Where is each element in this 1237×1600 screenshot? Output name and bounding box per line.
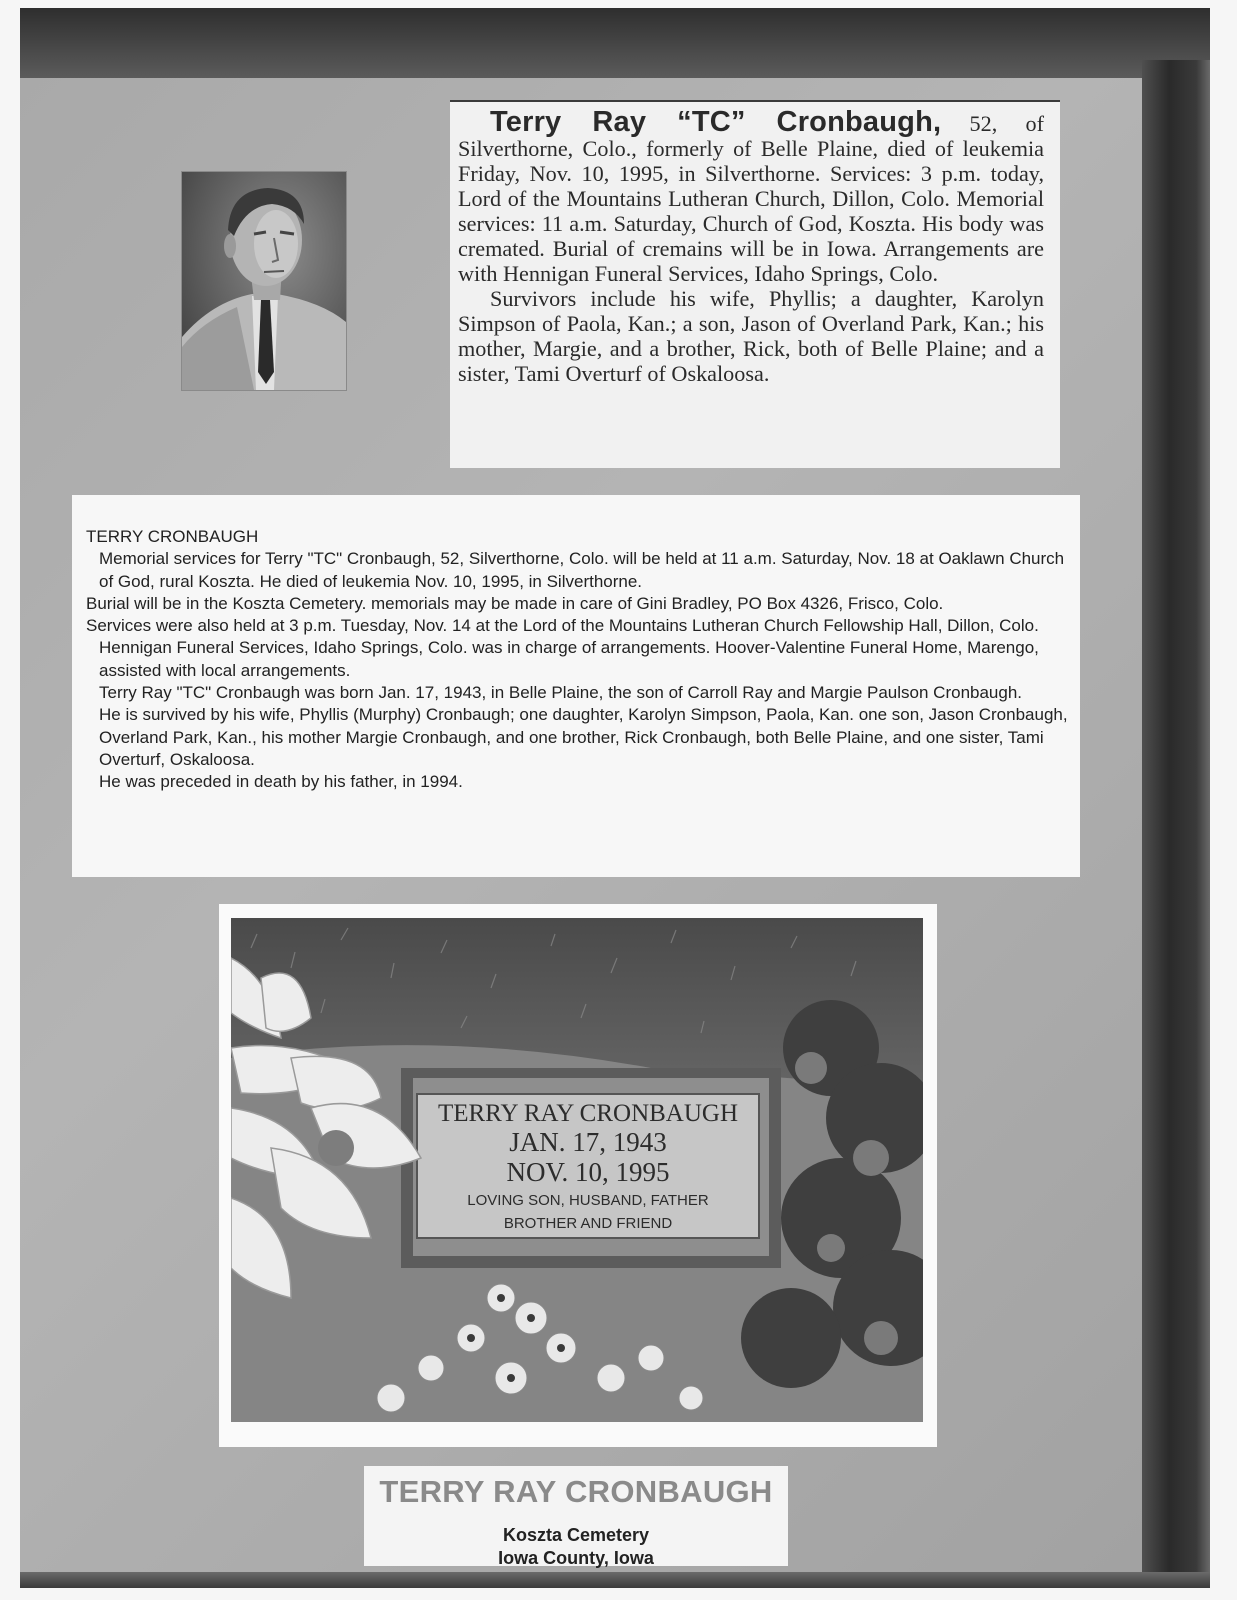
grave-marker-photo bbox=[219, 904, 937, 1447]
newspaper-clipping bbox=[450, 100, 1060, 468]
clipping-text-2: Survivors include his wife, Phyllis; a daughter, Karolyn Simpson of Paola, Kan.; a son, Jason of Overland Park, Kan.; his mother, Margie, and a brother, Rick, both of Belle Plaine; and a sister, Tami Overturf of Oskaloosa. bbox=[458, 286, 1044, 386]
clipping-text-1: 52, of Silverthorne, Colo., formerly of Belle Plaine, died of leukemia Friday, Nov. 10, 1995, in Silverthorne. Services: 3 p.m. today, Lord of the Mountains Lutheran Church, Dillon, Colo. Memorial services: 11 a.m. Saturday, Church of God, Koszta. His body was cremated. Burial of cremains will be in Iowa. Arrangements are with Hennigan Funeral Services, Idaho Springs, Colo. bbox=[458, 111, 1045, 286]
typed-paragraph: Terry Ray "TC" Cronbaugh was born Jan. 17, 1943, in Belle Plaine, the son of Carroll Ray and Margie Paulson Cronbaugh. bbox=[99, 683, 1023, 703]
frame-right-edge bbox=[1142, 60, 1210, 1588]
marker-name: TERRY RAY CRONBAUGH bbox=[437, 1100, 739, 1127]
typed-paragraph: He is survived by his wife, Phyllis (Murphy) Cronbaugh; one daughter, Karolyn Simpson, Paola, Kan. one son, Jason Cronbaugh, Overland Park, Kan., his mother Margie Cronbaugh, and one brother, Rick Cronbaugh, both Belle Plaine, and one sister, Tami Overturf, Oskaloosa. bbox=[99, 705, 1068, 769]
marker-death-date: NOV. 10, 1995 bbox=[506, 1157, 670, 1187]
caption-cemetery: Koszta Cemetery bbox=[502, 1525, 650, 1545]
typed-obituary bbox=[72, 495, 1080, 877]
marker-epitaph-1: LOVING SON, HUSBAND, FATHER bbox=[467, 1192, 709, 1209]
caption-title: TERRY RAY CRONBAUGH bbox=[379, 1474, 773, 1509]
marker-epitaph-2: BROTHER AND FRIEND bbox=[503, 1215, 673, 1232]
typed-paragraph: Hennigan Funeral Services, Idaho Springs, Colo. was in charge of arrangements. Hoover-Valentine Funeral Home, Marengo, assisted with local arrangements. bbox=[99, 638, 1039, 680]
typed-paragraph: He was preceded in death by his father, in 1994. bbox=[99, 772, 463, 792]
caption-location bbox=[364, 1524, 788, 1570]
typed-paragraph: Services were also held at 3 p.m. Tuesday, Nov. 14 at the Lord of the Mountains Lutheran Church Fellowship Hall, Dillon, Colo. bbox=[86, 616, 1039, 636]
clipping-name: Terry Ray “TC” Cronbaugh, bbox=[490, 106, 942, 138]
frame-top-edge bbox=[20, 8, 1210, 80]
typed-paragraph: Burial will be in the Koszta Cemetery. memorials may be made in care of Gini Bradley, PO Box 4326, Frisco, Colo. bbox=[86, 593, 944, 613]
typed-heading: TERRY CRONBAUGH bbox=[86, 527, 259, 546]
caption-label bbox=[364, 1466, 788, 1566]
caption-county: Iowa County, Iowa bbox=[498, 1548, 654, 1568]
typed-paragraph: Memorial services for Terry "TC" Cronbaugh, 52, Silverthorne, Colo. will be held at 11 a.m. Saturday, Nov. 18 at Oaklawn Church of God, rural Koszta. He died of leukemia Nov. 10, 1995, in Silverthorne. bbox=[99, 549, 1065, 591]
clipping-paragraph-2 bbox=[458, 286, 1044, 386]
clipping-paragraph-1 bbox=[458, 106, 1045, 286]
portrait-photo bbox=[182, 172, 346, 390]
frame-bottom-edge bbox=[20, 1572, 1210, 1588]
marker-birth-date: JAN. 17, 1943 bbox=[509, 1127, 667, 1157]
